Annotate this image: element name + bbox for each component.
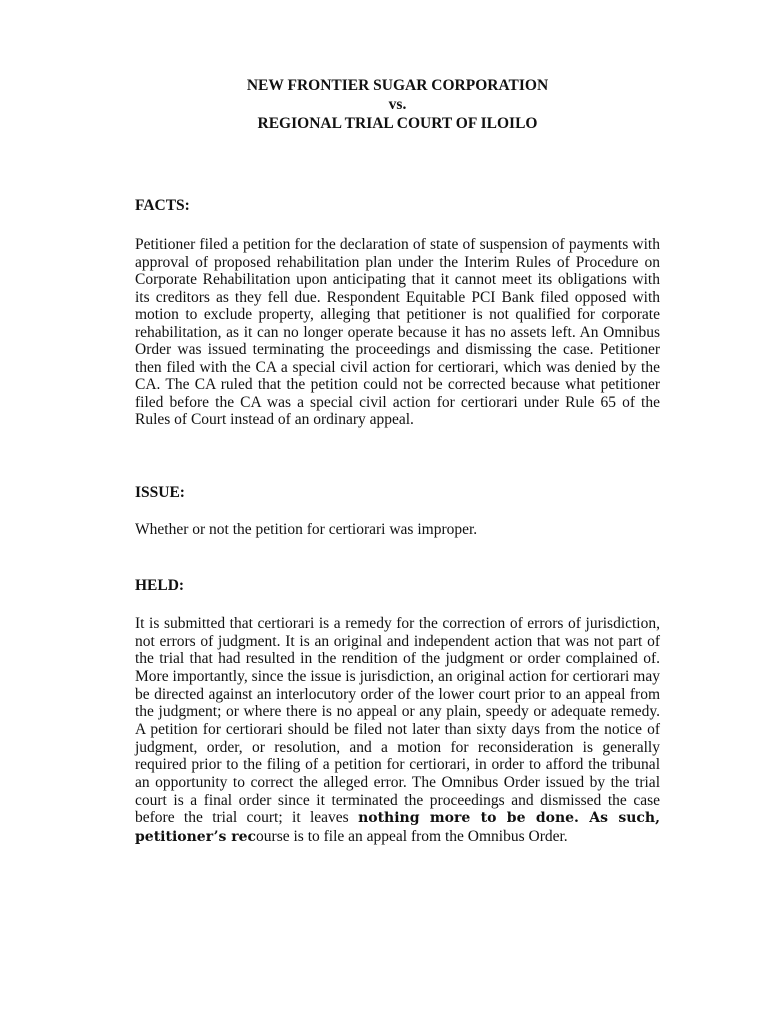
document-page xyxy=(135,0,660,1024)
issue-heading: ISSUE: xyxy=(135,484,185,501)
case-title-versus: vs. xyxy=(388,96,407,113)
case-title xyxy=(135,76,660,133)
facts-paragraph: Petitioner filed a petition for the declaration of state of suspension of payments with approval of proposed rehabilitation plan under the Interim Rules of Procedure on Corporate Rehabilitation upon anticipating that it cannot meet its obligations with its creditors as they fell due. Respondent Equitable PCI Bank filed opposed with motion to exclude property, alleging that petitioner is not qualified for corporate rehabilitation, as it can no longer operate because it has no assets left. An Omnibus Order was issued terminating the proceedings and dismissing the case. Petitioner then filed with the CA a special civil action for certiorari, which was denied by the CA. The CA ruled that the petition could not be corrected because what petitioner filed before the CA was a special civil action for certiorari under Rule 65 of the Rules of Court instead of an ordinary appeal. xyxy=(135,236,660,428)
issue-paragraph: Whether or not the petition for certiorari was improper. xyxy=(135,521,478,538)
held-text-bold: nothing more to be done. As such, petitioner’s rec xyxy=(135,810,660,845)
case-title-respondent: REGIONAL TRIAL COURT OF ILOILO xyxy=(257,115,538,132)
held-text-part1: It is submitted that certiorari is a remedy for the correction of errors of jurisdiction, not errors of judgment. It is an original and independent action that was not part of the trial that had resulted in the rendition of the judgment or order complained of. More importantly, since the issue is jurisdiction, an original action for certiorari may be directed against an interlocutory order of the lower court prior to an appeal from the judgment; or where there is no appeal or any plain, speedy or adequate remedy. A petition for certiorari should be filed not later than sixty days from the notice of judgment, order, or resolution, and a motion for reconsideration is generally required prior to the filing of a petition for certiorari, in order to afford the tribunal an opportunity to correct the alleged error. The Omnibus Order issued by the trial court is a final order since it terminated the proceedings and dismissed the case before the trial court; it leaves xyxy=(135,615,660,827)
held-paragraph xyxy=(135,615,660,847)
facts-heading: FACTS: xyxy=(135,197,190,214)
held-heading: HELD: xyxy=(135,577,185,594)
held-text-part2: ourse is to file an appeal from the Omnibus Order. xyxy=(256,827,568,845)
case-title-petitioner: NEW FRONTIER SUGAR CORPORATION xyxy=(246,77,549,94)
